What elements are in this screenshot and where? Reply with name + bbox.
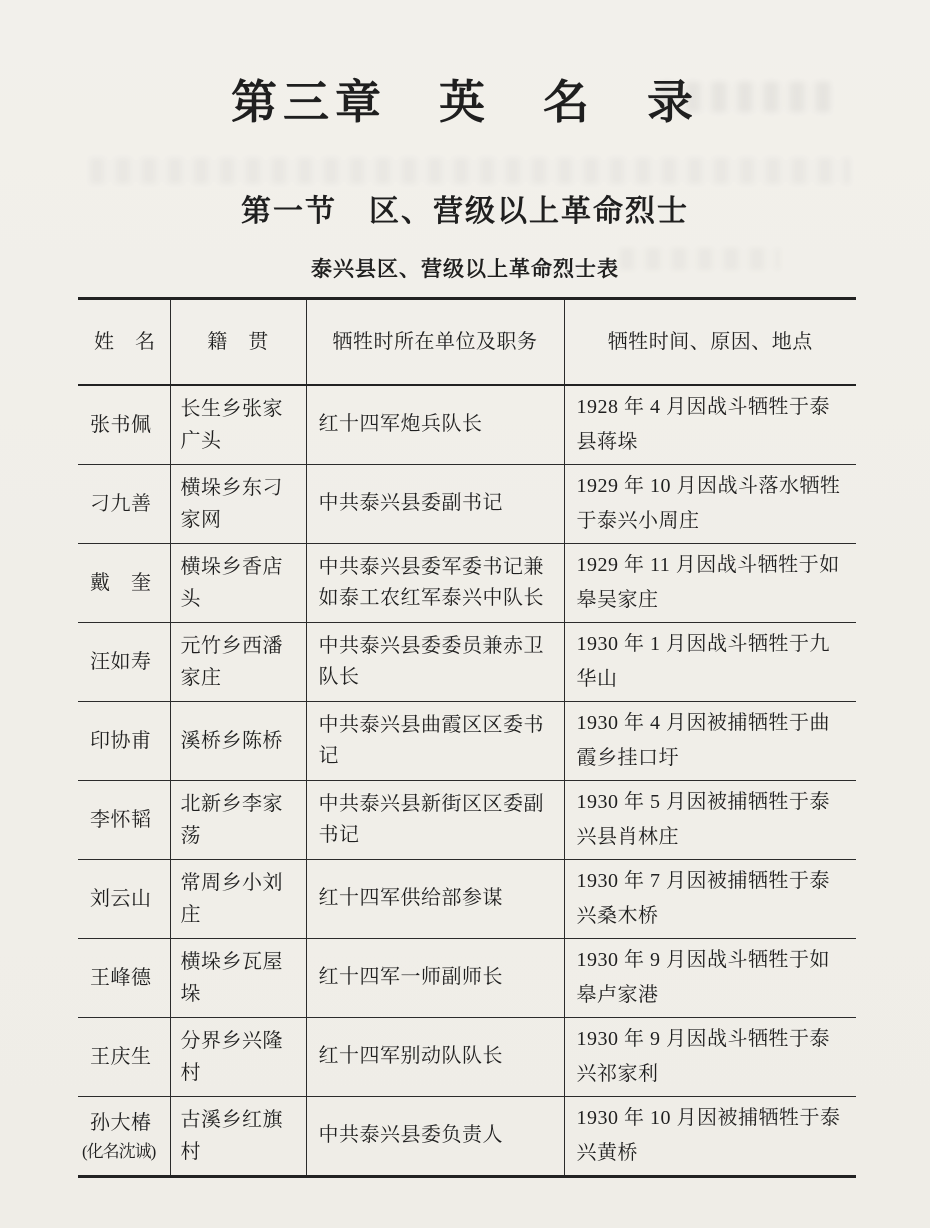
cell-sacrifice-info: 1930 年 9 月因战斗牺牲于泰兴祁家利 [564,1017,856,1096]
martyr-name: 刁九善 [90,492,152,515]
cell-native-place: 横垛乡东刁家网 [170,464,306,543]
table-row [78,385,856,465]
cell-name [78,1017,170,1096]
martyr-name: 刘云山 [90,887,152,910]
martyr-alias: (化名沈诚) [82,1141,156,1161]
cell-unit-position: 中共泰兴县委副书记 [306,464,564,543]
scan-bleed-artifact [90,158,850,184]
cell-native-place: 古溪乡红旗村 [170,1096,306,1176]
martyr-name: 王峰德 [90,966,152,989]
section-title: 第一节 区、营级以上革命烈士 [241,195,689,228]
header-native-place: 籍 贯 [170,299,306,385]
cell-native-place: 横垛乡香店头 [170,543,306,622]
table-row [78,543,856,622]
martyr-name: 李怀韬 [90,808,152,831]
cell-name [78,780,170,859]
cell-name [78,622,170,701]
cell-native-place: 常周乡小刘庄 [170,859,306,938]
martyr-name: 孙大椿 [90,1111,152,1134]
chapter-title: 第三章 英 名 录 [231,77,699,128]
cell-native-place: 长生乡张家广头 [170,385,306,465]
martyrs-table [78,297,856,1178]
cell-name [78,385,170,465]
cell-unit-position: 红十四军炮兵队长 [306,385,564,465]
cell-sacrifice-info: 1930 年 10 月因被捕牺牲于泰兴黄桥 [564,1096,856,1176]
cell-sacrifice-info: 1930 年 5 月因被捕牺牲于泰兴县肖林庄 [564,780,856,859]
cell-native-place: 北新乡李家荡 [170,780,306,859]
cell-native-place: 溪桥乡陈桥 [170,701,306,780]
cell-name [78,543,170,622]
cell-unit-position: 中共泰兴县新街区区委副书记 [306,780,564,859]
cell-unit-position: 中共泰兴县曲霞区区委书记 [306,701,564,780]
cell-name [78,464,170,543]
cell-sacrifice-info: 1930 年 1 月因战斗牺牲于九华山 [564,622,856,701]
cell-unit-position: 中共泰兴县委军委书记兼如泰工农红军泰兴中队长 [306,543,564,622]
cell-sacrifice-info: 1930 年 4 月因被捕牺牲于曲霞乡挂口圩 [564,701,856,780]
table-row [78,622,856,701]
martyr-name: 戴 奎 [90,571,152,594]
table-row [78,1017,856,1096]
cell-sacrifice-info: 1928 年 4 月因战斗牺牲于泰县蒋垛 [564,385,856,465]
cell-name [78,859,170,938]
cell-name [78,1096,170,1176]
martyr-name: 汪如寿 [90,650,152,673]
header-name: 姓 名 [78,299,170,385]
table-row [78,780,856,859]
cell-unit-position: 中共泰兴县委委员兼赤卫队长 [306,622,564,701]
cell-unit-position: 中共泰兴县委负责人 [306,1096,564,1176]
table-row [78,938,856,1017]
cell-name [78,938,170,1017]
cell-unit-position: 红十四军供给部参谋 [306,859,564,938]
cell-sacrifice-info: 1929 年 10 月因战斗落水牺牲于泰兴小周庄 [564,464,856,543]
cell-sacrifice-info: 1930 年 7 月因被捕牺牲于泰兴桑木桥 [564,859,856,938]
martyr-name: 王庆生 [90,1045,152,1068]
cell-unit-position: 红十四军一师副师长 [306,938,564,1017]
cell-native-place: 分界乡兴隆村 [170,1017,306,1096]
table-caption: 泰兴县区、营级以上革命烈士表 [311,258,619,281]
table-row [78,464,856,543]
cell-unit-position: 红十四军别动队队长 [306,1017,564,1096]
header-unit-position: 牺牲时所在单位及职务 [306,299,564,385]
cell-native-place: 横垛乡瓦屋垛 [170,938,306,1017]
cell-name [78,701,170,780]
table-header-row [78,299,856,385]
cell-native-place: 元竹乡西潘家庄 [170,622,306,701]
table-row [78,1096,856,1176]
cell-sacrifice-info: 1929 年 11 月因战斗牺牲于如皋吴家庄 [564,543,856,622]
cell-sacrifice-info: 1930 年 9 月因战斗牺牲于如皋卢家港 [564,938,856,1017]
table-row [78,859,856,938]
martyr-name: 印协甫 [90,729,152,752]
header-sacrifice-info: 牺牲时间、原因、地点 [564,299,856,385]
table-row [78,701,856,780]
martyr-name: 张书佩 [90,413,152,436]
